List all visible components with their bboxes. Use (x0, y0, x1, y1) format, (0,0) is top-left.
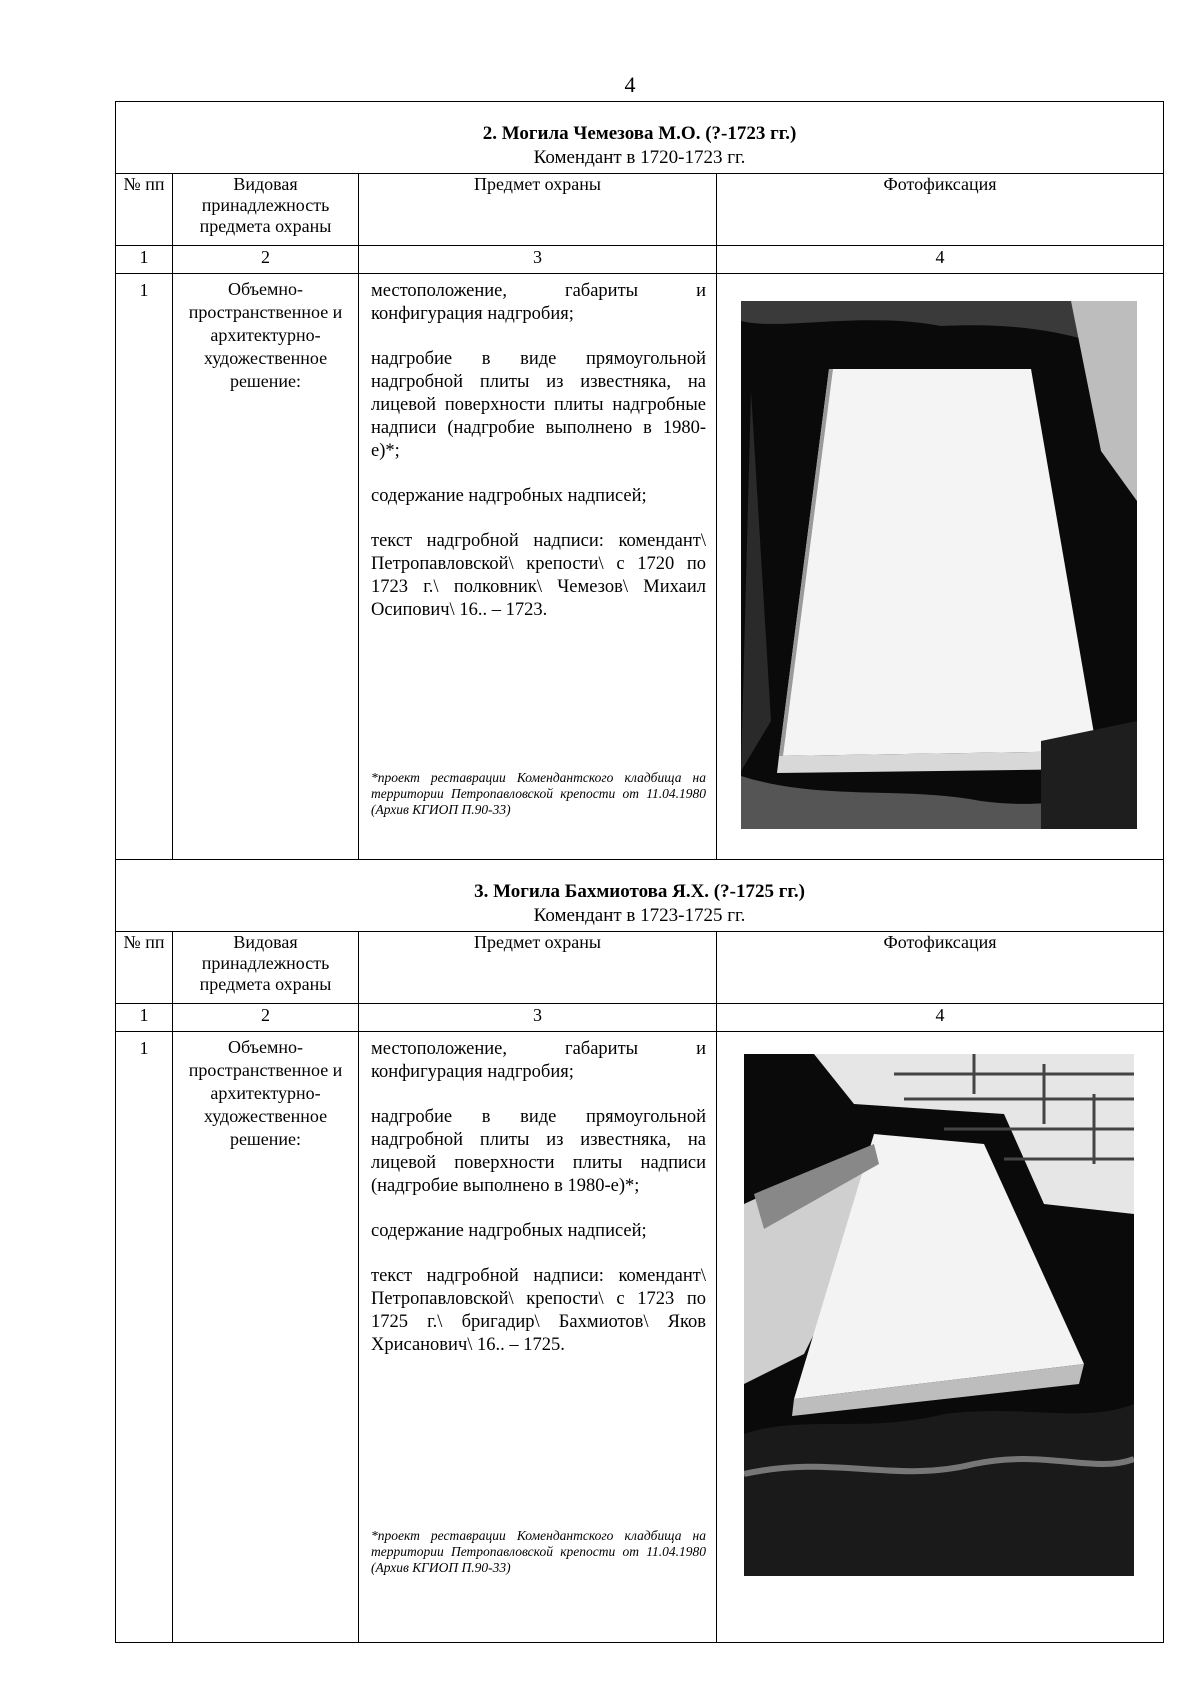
header-kind: Видовая принадлежность предмета охраны (173, 932, 359, 1004)
column-number: 1 (116, 1004, 173, 1032)
protection-kind: Объемно-пространственное и архитектурно-художественное решение: (173, 1032, 359, 1643)
section-subtitle: Комендант в 1723-1725 гг. (533, 905, 746, 926)
subject-paragraph: надгробие в виде прямоугольной надгробной плиты из известняка, на лицевой поверхности плиты надписи (надгробие выполнено в 1980-е)*; (371, 1107, 706, 1196)
footnote: *проект реставрации Комендантского кладбища на территории Петропавловской крепости от 11.04.1980 (Архив КГИОП П.90-33) (371, 1528, 706, 1575)
subject-paragraph: местоположение, габариты и конфигурация надгробия; (371, 281, 706, 324)
grave-photo-chemezov (741, 301, 1137, 829)
column-number: 2 (173, 246, 359, 274)
column-number: 4 (717, 1004, 1164, 1032)
header-subject: Предмет охраны (359, 932, 717, 1004)
subject-paragraph: надгробие в виде прямоугольной надгробной плиты из известняка, на лицевой поверхности плиты надгробные надписи (надгробие выполнено в 1980-е)*; (371, 349, 706, 461)
header-num: № пп (116, 174, 173, 246)
row-number: 1 (116, 274, 173, 860)
column-number: 2 (173, 1004, 359, 1032)
subject-paragraph: содержание надгробных надписей; (371, 486, 647, 506)
protection-subject (359, 274, 717, 860)
footnote: *проект реставрации Комендантского кладбища на территории Петропавловской крепости от 11.04.1980 (Архив КГИОП П.90-33) (371, 770, 706, 817)
grave-photo-bakhmiotov (744, 1054, 1134, 1576)
header-num: № пп (116, 932, 173, 1004)
subject-paragraph: содержание надгробных надписей; (371, 1221, 647, 1241)
protection-subject (359, 1032, 717, 1643)
section-heading (116, 860, 1164, 932)
column-number: 1 (116, 246, 173, 274)
section-title: 3. Могила Бахмиотова Я.Х. (?-1725 гг.) (474, 881, 805, 902)
section-heading (116, 102, 1164, 174)
page-number: 4 (624, 72, 636, 97)
column-number: 4 (717, 246, 1164, 274)
subject-paragraph: текст надгробной надписи: комендант\ Петропавловской\ крепости\ с 1723 по 1725 г.\ бригадир\ Бахмиотов\ Яков Хрисанович\ 16.. – 1725. (371, 1266, 706, 1355)
column-number: 3 (359, 1004, 717, 1032)
subject-paragraph: текст надгробной надписи: комендант\ Петропавловской\ крепости\ с 1720 по 1723 г.\ полковник\ Чемезов\ Михаил Осипович\ 16.. – 1723. (371, 531, 706, 620)
section-subtitle: Комендант в 1720-1723 гг. (533, 147, 746, 168)
column-number: 3 (359, 246, 717, 274)
header-photo: Фотофиксация (717, 932, 1164, 1004)
protection-kind: Объемно-пространственное и архитектурно-художественное решение: (173, 274, 359, 860)
header-photo: Фотофиксация (717, 174, 1164, 246)
header-subject: Предмет охраны (359, 174, 717, 246)
section-title: 2. Могила Чемезова М.О. (?-1723 гг.) (482, 123, 797, 144)
subject-paragraph: местоположение, габариты и конфигурация надгробия; (371, 1039, 706, 1082)
row-number: 1 (116, 1032, 173, 1643)
header-kind: Видовая принадлежность предмета охраны (173, 174, 359, 246)
